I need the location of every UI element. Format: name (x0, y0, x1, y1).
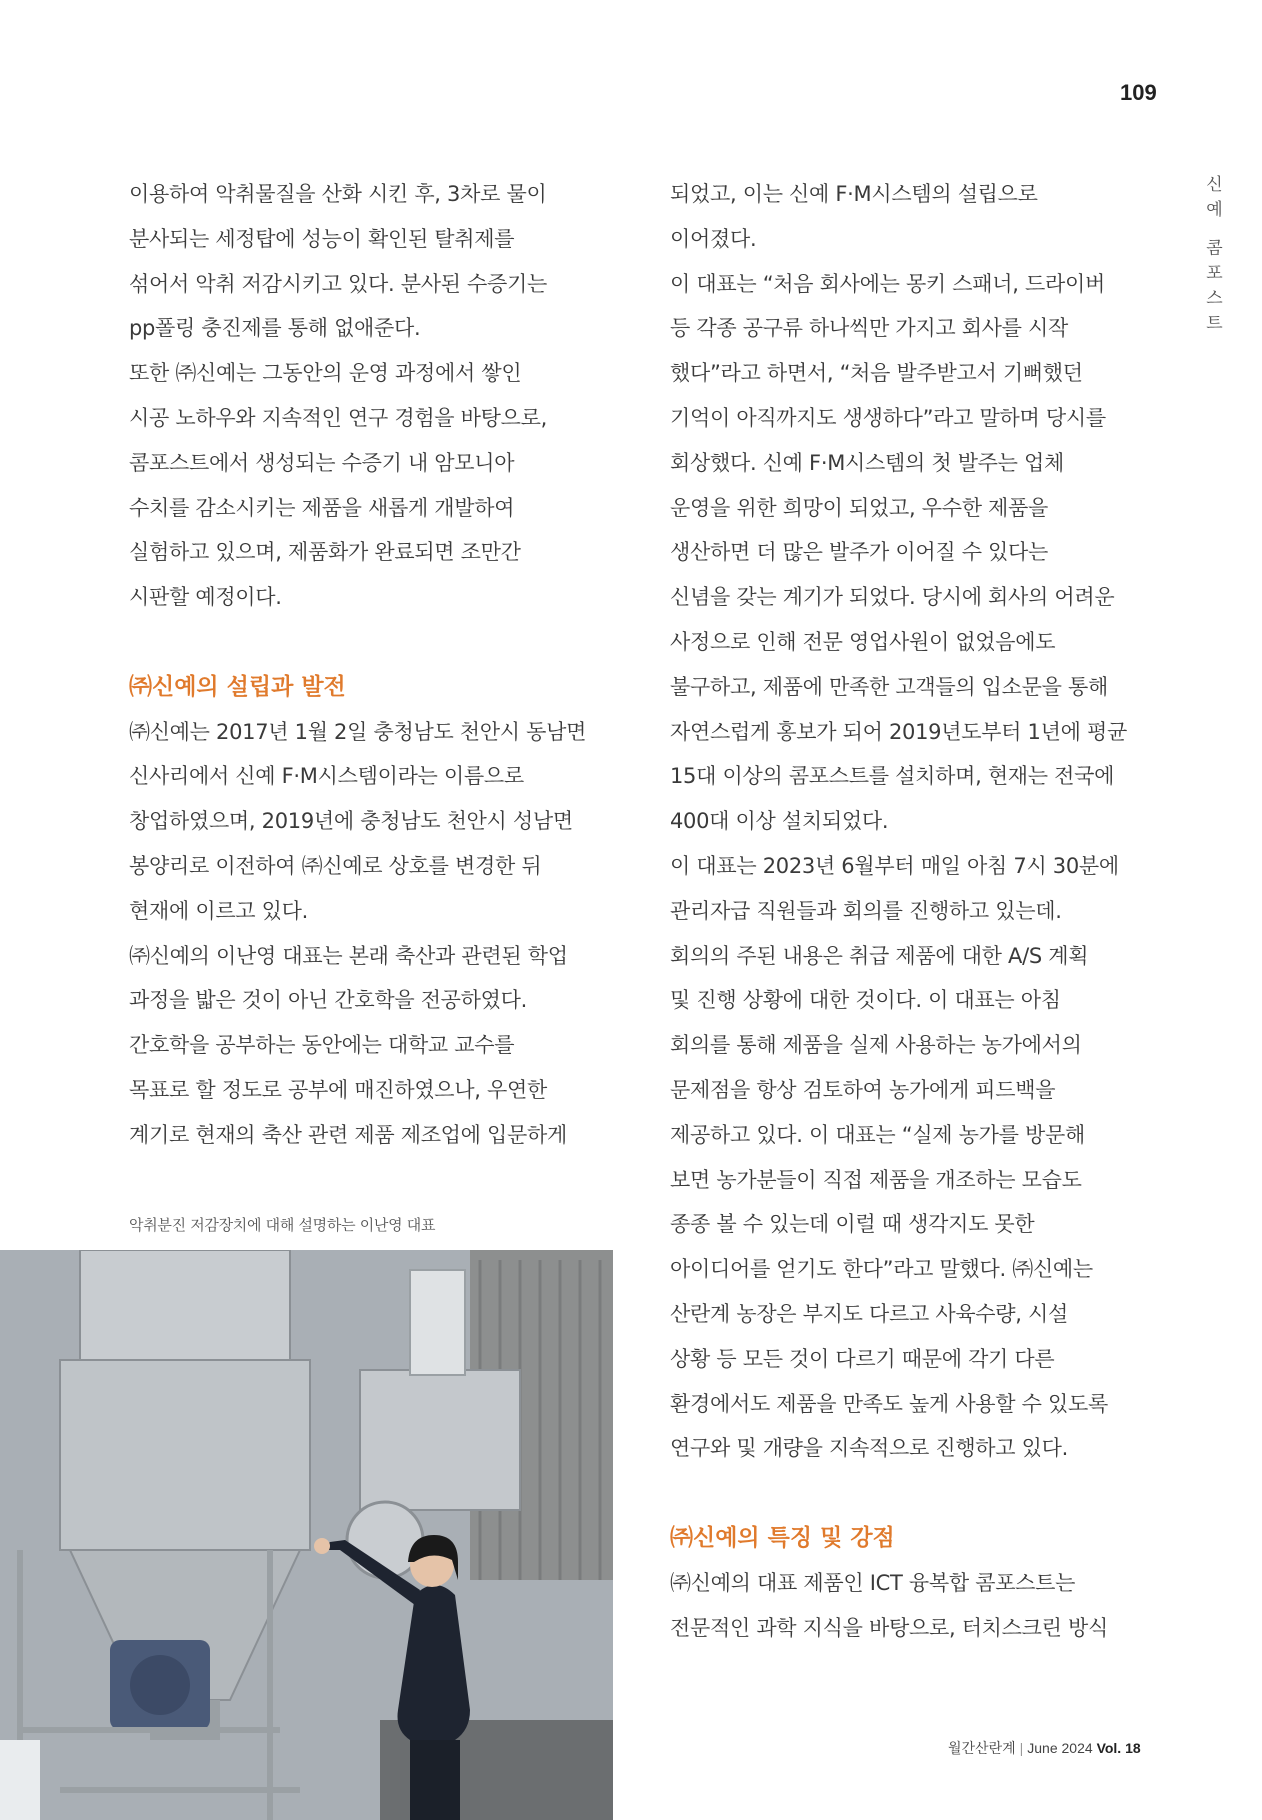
text-line: 제공하고 있다. 이 대표는 “실제 농가를 방문해 (670, 1122, 1085, 1147)
text-line: 15대 이상의 콤포스트를 설치하며, 현재는 전국에 (670, 764, 1115, 789)
text-line: ㈜신예는 2017년 1월 2일 충청남도 천안시 동남면 (129, 719, 587, 744)
text-line: 되었고, 이는 신예 F·M시스템의 설립으로 (670, 182, 1038, 206)
text-line: 이용하여 악취물질을 산화 시킨 후, 3차로 물이 (129, 182, 547, 206)
history-text (670, 172, 1160, 1471)
volume-number: Vol. 18 (1096, 1740, 1141, 1756)
text-line: ㈜신예의 이난영 대표는 본래 축산과 관련된 학업 (129, 943, 568, 968)
text-line: 이 대표는 “처음 회사에는 몽키 스패너, 드라이버 (670, 271, 1105, 296)
text-line: 과정을 밟은 것이 아닌 간호학을 전공하였다. (129, 988, 527, 1013)
text-line: 운영을 위한 희망이 되었고, 우수한 제품을 (670, 495, 1049, 520)
text-line: 관리자급 직원들과 회의를 진행하고 있는데. (670, 898, 1062, 923)
section-heading-features: ㈜신예의 특징 및 강점 (670, 1524, 895, 1551)
text-line: 콤포스트에서 생성되는 수증기 내 암모니아 (129, 450, 515, 475)
text-line: 문제점을 항상 검토하여 농가에게 피드백을 (670, 1077, 1056, 1102)
text-line: 했다”라고 하면서, “처음 발주받고서 기뻐했던 (670, 361, 1083, 386)
page-footer: 월간산란계 | June 2024 Vol. 18 (948, 1740, 1141, 1756)
text-line: 아이디어를 얻기도 한다”라고 말했다. ㈜신예는 (670, 1257, 1093, 1282)
photo-illustration (0, 1250, 613, 1820)
article-photo (0, 1250, 613, 1820)
intro-text (129, 172, 629, 620)
text-line: 기억이 아직까지도 생생하다”라고 말하며 당시를 (670, 405, 1106, 430)
text-line: 또한 ㈜신예는 그동안의 운영 과정에서 쌓인 (129, 361, 522, 386)
text-line: ㈜신예의 대표 제품인 ICT 융복합 콤포스트는 (670, 1570, 1076, 1595)
founding-text (129, 710, 629, 1158)
text-line: 회상했다. 신예 F·M시스템의 첫 발주는 업체 (670, 450, 1064, 475)
text-line: 생산하면 더 많은 발주가 이어질 수 있다는 (670, 540, 1049, 565)
photo-caption: 악취분진 저감장치에 대해 설명하는 이난영 대표 (129, 1216, 436, 1234)
text-line: 이어졌다. (670, 226, 757, 251)
text-line: 분사되는 세정탑에 성능이 확인된 탈취제를 (129, 226, 515, 251)
text-line: 종종 볼 수 있는데 이럴 때 생각지도 못한 (670, 1212, 1035, 1237)
text-line: 신념을 갖는 계기가 되었다. 당시에 회사의 어려운 (670, 585, 1115, 610)
text-line: 이 대표는 2023년 6월부터 매일 아침 7시 30분에 (670, 853, 1119, 878)
section-label: 신예 콤포스트 (1202, 175, 1222, 339)
text-line: pp폴링 충진제를 통해 없애준다. (129, 316, 421, 341)
issue-date: June 2024 (1027, 1740, 1093, 1756)
text-line: 등 각종 공구류 하나씩만 가지고 회사를 시작 (670, 316, 1068, 341)
text-line: 환경에서도 제품을 만족도 높게 사용할 수 있도록 (670, 1391, 1108, 1416)
text-line: 계기로 현재의 축산 관련 제품 제조업에 입문하게 (129, 1122, 567, 1147)
right-column (670, 172, 1160, 1650)
text-line: 시판할 예정이다. (129, 585, 282, 610)
text-line: 시공 노하우와 지속적인 연구 경험을 바탕으로, (129, 405, 547, 430)
text-line: 400대 이상 설치되었다. (670, 809, 889, 834)
text-line: 불구하고, 제품에 만족한 고객들의 입소문을 통해 (670, 674, 1108, 699)
text-line: 신사리에서 신예 F·M시스템이라는 이름으로 (129, 764, 524, 789)
text-line: 간호학을 공부하는 동안에는 대학교 교수를 (129, 1033, 515, 1058)
page-number: 109 (1120, 80, 1157, 105)
text-line: 보면 농가분들이 직접 제품을 개조하는 모습도 (670, 1167, 1082, 1192)
text-line: 사정으로 인해 전문 영업사원이 없었음에도 (670, 629, 1056, 654)
magazine-name: 월간산란계 (948, 1740, 1016, 1756)
text-line: 상황 등 모든 것이 다르기 때문에 각기 다른 (670, 1346, 1055, 1371)
text-line: 수치를 감소시키는 제품을 새롭게 개발하여 (129, 495, 515, 520)
text-line: 목표로 할 정도로 공부에 매진하였으나, 우연한 (129, 1077, 547, 1102)
text-line: 실험하고 있으며, 제품화가 완료되면 조만간 (129, 540, 521, 565)
text-line: 현재에 이르고 있다. (129, 898, 309, 923)
text-line: 봉양리로 이전하여 ㈜신예로 상호를 변경한 뒤 (129, 853, 542, 878)
features-text (670, 1561, 1160, 1651)
text-line: 및 진행 상황에 대한 것이다. 이 대표는 아침 (670, 988, 1061, 1013)
text-line: 섞어서 악취 저감시키고 있다. 분사된 수증기는 (129, 271, 547, 296)
section-heading-founding: ㈜신예의 설립과 발전 (129, 673, 346, 700)
text-line: 연구와 및 개량을 지속적으로 진행하고 있다. (670, 1436, 1068, 1461)
text-line: 산란계 농장은 부지도 다르고 사육수량, 시설 (670, 1301, 1068, 1326)
text-line: 회의를 통해 제품을 실제 사용하는 농가에서의 (670, 1033, 1082, 1058)
text-line: 창업하였으며, 2019년에 충청남도 천안시 성남면 (129, 809, 573, 834)
text-line: 전문적인 과학 지식을 바탕으로, 터치스크린 방식 (670, 1615, 1108, 1640)
text-line: 자연스럽게 홍보가 되어 2019년도부터 1년에 평균 (670, 719, 1127, 744)
text-line: 회의의 주된 내용은 취급 제품에 대한 A/S 계획 (670, 943, 1089, 968)
left-column (129, 172, 629, 1158)
